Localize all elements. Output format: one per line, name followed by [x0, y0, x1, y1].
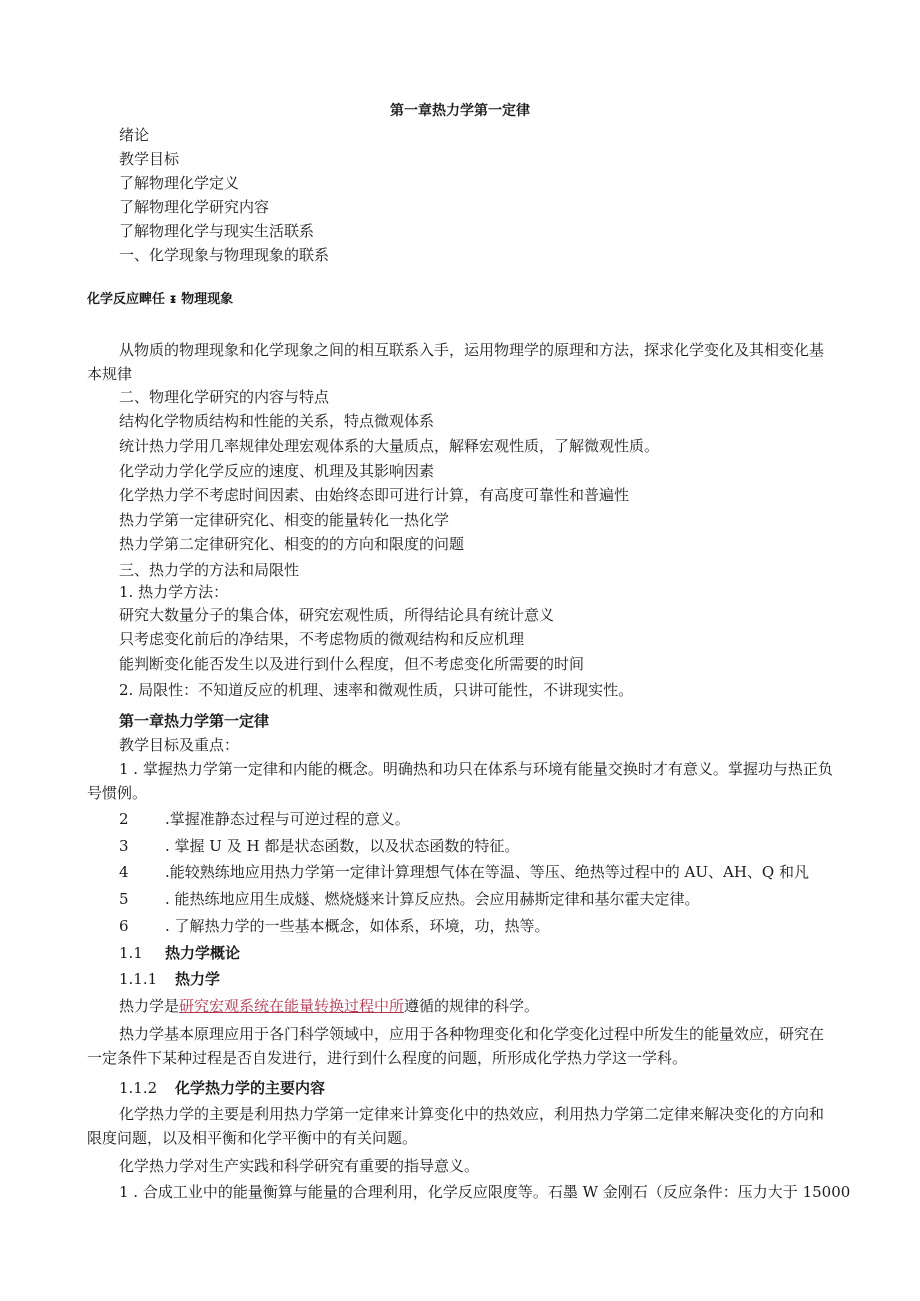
objective-number: 5: [119, 890, 129, 908]
objective-item: [119, 862, 809, 882]
section-line: 2. 局限性：不知道反应的机理、速率和微观性质，只讲可能性，不讲现实性。: [119, 681, 634, 699]
section-line: 热力学第一定律研究化、相变的能量转化一热化学: [119, 511, 450, 529]
intro-line: 一、化学现象与物理现象的联系: [119, 246, 330, 264]
objectives-label: 教学目标及重点：: [119, 736, 240, 754]
objective-number: 4: [119, 863, 129, 881]
paragraph-chem-thermo: 化学热力学的主要是利用热力学第一定律来计算变化中的热效应，利用热力学第二定律来解决变化的方向和限度问题，以及相平衡和化学平衡中的有关问题。: [87, 1105, 825, 1147]
section-line: 化学动力学化学反应的速度、机理及其影响因素: [119, 462, 435, 480]
objective-text: . 掌握 U 及 H 都是状态函数，以及状态函数的特征。: [165, 837, 520, 855]
objective-number: 6: [119, 917, 129, 935]
document-title: 第一章热力学第一定律: [390, 103, 530, 119]
definition-prefix: 热力学是: [119, 997, 180, 1015]
section-heading-1-1-1: [119, 969, 220, 989]
section-number: 1.1.1: [119, 970, 158, 988]
objective-number: 2: [119, 810, 129, 828]
objective-item: [119, 916, 550, 936]
section-heading: 二、物理化学研究的内容与特点: [119, 388, 330, 406]
section-number: 1.1: [119, 944, 143, 962]
section-heading: 三、热力学的方法和局限性: [119, 561, 300, 579]
section-line: 能判断变化能否发生以及进行到什么程度，但不考虑变化所需要的时间: [119, 655, 585, 673]
section-line: 结构化学物质结构和性能的关系，特点微观体系: [119, 412, 435, 430]
intro-line: 绪论: [119, 126, 150, 144]
definition-link[interactable]: 研究宏观系统在能量转换过程中所: [179, 997, 405, 1015]
objective-item: [119, 809, 410, 829]
chapter-heading: 第一章热力学第一定律: [119, 712, 270, 730]
objective-text: .掌握准静态过程与可逆过程的意义。: [165, 810, 410, 828]
section-line: 1. 热力学方法：: [119, 583, 229, 601]
section-heading-1-1: [119, 943, 240, 963]
objective-item: [119, 889, 700, 909]
section-title: 热力学: [175, 970, 221, 988]
objective-item: 1 . 掌握热力学第一定律和内能的概念。明确热和功只在体系与环境有能量交换时才有意义。掌握功与热正负号惯例。: [87, 760, 833, 802]
section-title: 化学热力学的主要内容: [175, 1079, 326, 1097]
paragraph-guidance: 化学热力学对生产实践和科学研究有重要的指导意义。: [119, 1157, 480, 1175]
intro-line: 教学目标: [119, 150, 180, 168]
section-title: 热力学概论: [165, 944, 241, 962]
section-line: 只考虑变化前后的净结果，不考虑物质的微观结构和反应机理: [119, 630, 525, 648]
intro-line: 了解物理化学定义: [119, 174, 240, 192]
section-heading-1-1-2: [119, 1078, 325, 1098]
thermo-definition: [119, 996, 539, 1016]
section-number: 1.1.2: [119, 1079, 158, 1097]
garbled-figure-text: 化学反应㽡任 ᵻ 物理现象: [87, 292, 234, 307]
section-line: 化学热力学不考虑时间因素、由始终态即可进行计算，有高度可靠性和普遍性: [119, 486, 630, 504]
application-line: 1 . 合成工业中的能量衡算与能量的合理利用，化学反应限度等。石墨 W 金刚石（反应条件：压力大于 15000: [119, 1183, 851, 1201]
intro-line: 了解物理化学研究内容: [119, 198, 270, 216]
intro-line: 了解物理化学与现实生活联系: [119, 222, 315, 240]
objective-item: [119, 836, 519, 856]
paragraph-intro: 从物质的物理现象和化学现象之间的相互联系入手，运用物理学的原理和方法，探求化学变化及其相变化基本规律: [87, 341, 825, 383]
paragraph-thermo: 热力学基本原理应用于各门科学领域中，应用于各种物理变化和化学变化过程中所发生的能量效应，研究在一定条件下某种过程是否自发进行，进行到什么程度的问题，所形成化学热力学这一学科。: [87, 1025, 825, 1067]
definition-suffix: 遵循的规律的科学。: [404, 997, 540, 1015]
section-line: 研究大数量分子的集合体，研究宏观性质，所得结论具有统计意义: [119, 606, 555, 624]
objective-text: .能较熟练地应用热力学第一定律计算理想气体在等温、等压、绝热等过程中的 AU、AH、Q 和凡: [165, 863, 809, 881]
section-line: 统计热力学用几率规律处理宏观体系的大量质点，解释宏观性质，了解微观性质。: [119, 437, 660, 455]
objective-text: . 能热练地应用生成燧、燃烧燧来计算反应热。会应用赫斯定律和基尔霍夫定律。: [165, 890, 700, 908]
objective-number: 3: [119, 837, 129, 855]
section-line: 热力学第二定律研究化、相变的的方向和限度的问题: [119, 535, 465, 553]
objective-text: . 了解热力学的一些基本概念，如体系，环境，功，热等。: [165, 917, 550, 935]
